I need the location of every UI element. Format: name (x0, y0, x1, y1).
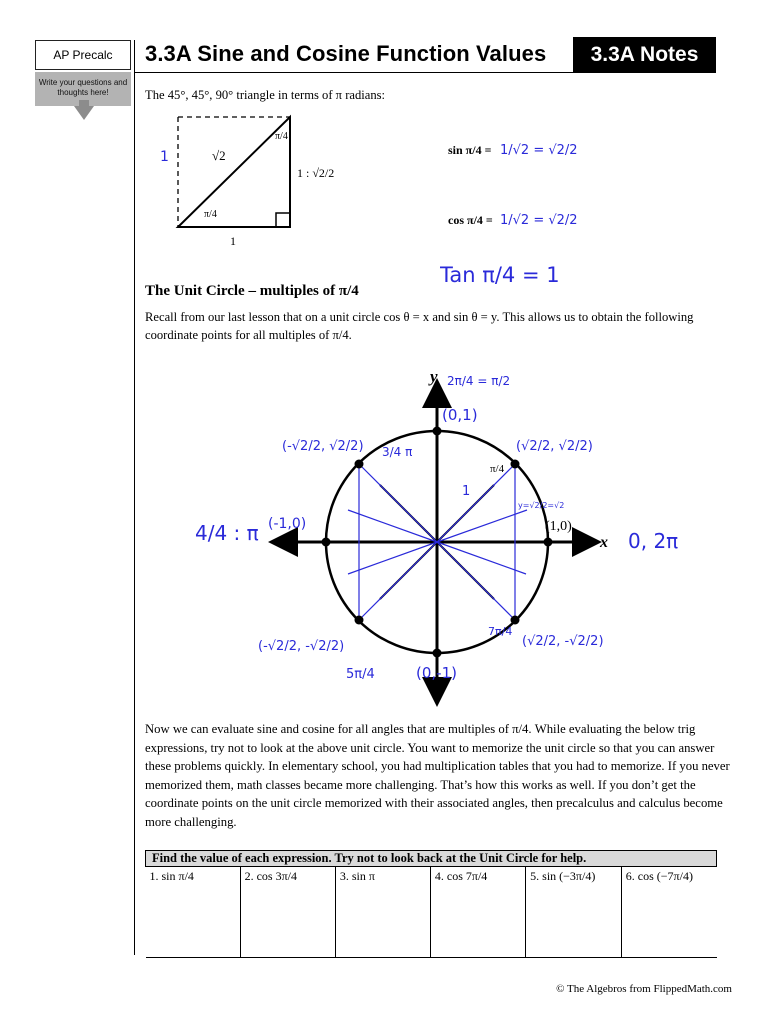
unit-circle-heading: The Unit Circle – multiples of π/4 (145, 283, 359, 299)
cos-label: cos π/4 = (448, 213, 493, 227)
unit-circle-figure (170, 360, 730, 710)
hyp-label: √2 (212, 148, 226, 163)
hand-work (440, 120, 640, 295)
y-axis-label: y (430, 367, 438, 386)
problems-table (145, 850, 717, 958)
hand-q3-angle: 5π/4 (346, 667, 375, 682)
hand-q2-point: (-√2/2, √2/2) (282, 439, 364, 454)
tan-hand: Tan π/4 = 1 (440, 263, 560, 287)
margin-divider (134, 40, 135, 955)
sin-label: sin π/4 = (448, 143, 492, 157)
hand-side-left: 1 (160, 149, 169, 165)
table-header: Find the value of each expression. Try not to look back at the Unit Circle for help. (146, 851, 717, 867)
footer-copyright: © The Algebros from FlippedMath.com (556, 983, 732, 995)
hand-q4-point: (√2/2, -√2/2) (522, 634, 604, 649)
triangle-figure (150, 105, 350, 250)
page-title: 3.3A Sine and Cosine Function Values (145, 41, 547, 66)
problem-cell-3: 3. sin π (335, 867, 430, 958)
problem-cell-4: 4. cos 7π/4 (430, 867, 525, 958)
down-arrow-icon (74, 106, 94, 120)
hand-q4-angle: 7π/4 (488, 625, 513, 638)
title-underline (134, 72, 716, 73)
sin-hand: 1/√2 = √2/2 (500, 143, 578, 158)
base-label: 1 (230, 234, 236, 248)
right-triangle (178, 117, 290, 227)
side-label: 1 : √2/2 (297, 166, 335, 180)
point-right-label: (1,0) (545, 519, 572, 534)
problem-cell-6: 6. cos (−7π/4) (621, 867, 716, 958)
right-angle-mark (276, 213, 290, 227)
course-label: AP Precalc (35, 40, 131, 70)
hand-top-point: (0,1) (442, 406, 478, 424)
x-axis-label: x (600, 534, 608, 551)
hand-q1-point: (√2/2, √2/2) (516, 439, 593, 454)
hand-left-point: (-1,0) (268, 516, 307, 532)
explanation-paragraph: Now we can evaluate sine and cosine for all angles that are multiples of π/4. While evaluating the below trig expressions, try not to look at the above unit circle. You want to memorize the unit circle so that you can answer these problems quickly. In elementary school, you had multiplication tables that you had to memorize. If you never memorized them, math classes became more challenging. That’s how this works as well. If you don’t get the coordinate points on the unit circle memorized with their associated angles, then precalculus and calculus become more challenging. (145, 722, 730, 829)
hand-top-angle: 2π/4 = π/2 (447, 374, 511, 388)
hand-radius: 1 (462, 484, 471, 499)
hand-q3-point: (-√2/2, -√2/2) (258, 639, 345, 654)
problem-cell-5: 5. sin (−3π/4) (526, 867, 622, 958)
hand-q2-angle: 3/4 π (382, 445, 413, 459)
intro-line: The 45°, 45°, 90° triangle in terms of π radians: (145, 88, 386, 102)
cos-hand: 1/√2 = √2/2 (500, 213, 578, 228)
hand-right-angle: 0, 2π (628, 529, 679, 553)
problem-cell-2: 2. cos 3π/4 (240, 867, 335, 958)
problem-cell-1: 1. sin π/4 (146, 867, 241, 958)
notes-tag: 3.3A Notes (573, 37, 716, 72)
angle-bottom-label: π/4 (204, 209, 217, 220)
hand-bottom-point: (0,-1) (416, 664, 457, 682)
sidebar-note: Write your questions and thoughts here! (35, 72, 131, 106)
hand-y-eq: y=√2/2=√2 (518, 501, 565, 510)
pi4-label: π/4 (490, 463, 505, 475)
recall-text: Recall from our last lesson that on a unit circle cos θ = x and sin θ = y. This allows us to obtain the following coordinate points for all multiples of π/4. (145, 310, 694, 342)
angle-top-label: π/4 (275, 131, 288, 142)
hand-left-angle: 4/4 : π (195, 521, 259, 545)
